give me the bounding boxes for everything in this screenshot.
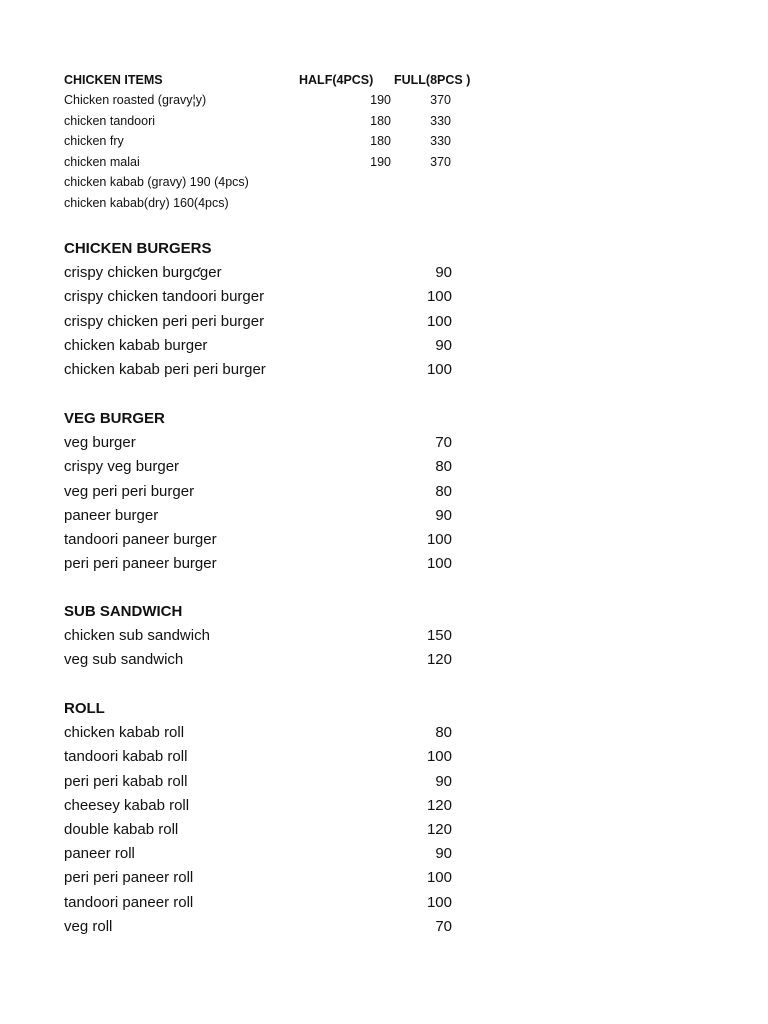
- menu-item-price: 120: [426, 796, 452, 814]
- menu-item-name: paneer burger: [64, 506, 159, 524]
- menu-item-price: 100: [426, 555, 452, 573]
- menu-item-name: double kabab roll: [64, 821, 179, 838]
- menu-item-name: peri peri paneer burger: [64, 555, 217, 573]
- menu-item-name: chicken kabab burger: [64, 336, 208, 354]
- menu-item-price: 90: [435, 772, 452, 790]
- chicken-item-name: chicken malai: [64, 154, 140, 169]
- chicken-item-half-price: 190: [370, 154, 391, 169]
- half-column-heading: HALF(4PCS): [299, 73, 374, 87]
- menu-item-price: 100: [426, 288, 452, 306]
- menu-item-price: 90: [435, 506, 452, 524]
- section-heading: SUB SANDWICH: [64, 603, 183, 620]
- menu-item-price: 120: [426, 821, 452, 838]
- menu-item-name: crispy chicken tandoori burger: [64, 288, 265, 306]
- menu-item-name: veg burger: [64, 434, 136, 452]
- menu-item-name: peri peri kabab roll: [64, 772, 188, 790]
- menu-item-price: 90: [435, 336, 452, 354]
- menu-item-name: paneer roll: [64, 845, 135, 863]
- chicken-item-name: Chicken roasted (gravy¦y): [64, 93, 207, 107]
- chicken-item-full-price: 370: [430, 93, 451, 107]
- menu-item-name: peri peri paneer roll: [64, 869, 194, 887]
- menu-item-name: veg roll: [64, 917, 113, 935]
- menu-item-price: 100: [426, 893, 452, 911]
- menu-item-price: 100: [426, 361, 452, 378]
- chicken-item-full-price: 330: [430, 113, 451, 128]
- chicken-item-half-price: 180: [370, 134, 391, 148]
- chicken-item-full-price: 330: [430, 134, 451, 148]
- menu-item-price: 80: [435, 458, 452, 476]
- chicken-item-name: chicken fry: [64, 134, 124, 148]
- menu-item-price: 90: [435, 264, 452, 282]
- menu-item-name: veg sub sandwich: [64, 651, 184, 669]
- menu-item-price: 120: [426, 651, 452, 669]
- menu-item-price: 100: [426, 869, 452, 887]
- menu-item-price: 70: [435, 434, 452, 452]
- menu-item-price: 80: [435, 482, 452, 500]
- section-heading: ROLL: [64, 700, 105, 717]
- chicken-items-heading: CHICKEN ITEMS: [64, 73, 163, 87]
- chicken-item-name: chicken tandoori: [64, 113, 156, 128]
- menu-item-name: tandoori paneer burger: [64, 531, 217, 548]
- menu-item-name: chicken kabab roll: [64, 724, 185, 742]
- menu-item-price: 100: [426, 312, 452, 330]
- menu-item-name: tandoori kabab roll: [64, 748, 188, 766]
- menu-item-price: 100: [426, 531, 452, 548]
- menu-item-name: crispy chicken peri peri burger: [64, 312, 265, 330]
- chicken-item-half-price: 180: [370, 113, 391, 128]
- menu-item-name: chicken kabab peri peri burger: [64, 361, 266, 378]
- menu-item-price: 70: [435, 917, 452, 935]
- section-heading: VEG BURGER: [64, 410, 165, 427]
- menu-item-name: tandoori paneer roll: [64, 893, 194, 911]
- menu-item-price: 100: [426, 748, 452, 766]
- menu-item-price: 150: [426, 627, 452, 645]
- menu-item-name: crispy veg burger: [64, 458, 180, 476]
- menu-item-price: 80: [435, 724, 452, 742]
- menu-item-name: veg peri peri burger: [64, 482, 195, 500]
- chicken-item-full-price: 370: [430, 154, 451, 169]
- chicken-item-name: chicken kabab(dry) 160(4pcs): [64, 195, 229, 210]
- full-column-heading: FULL(8PCS ): [394, 73, 471, 87]
- menu-item-price: 90: [435, 845, 452, 863]
- section-heading: CHICKEN BURGERS: [64, 240, 212, 257]
- menu-item-name: chicken sub sandwich: [64, 627, 210, 645]
- chicken-item-name: chicken kabab (gravy) 190 (4pcs): [64, 175, 249, 189]
- menu-item-name: crispy chicken burgƈger: [64, 264, 222, 282]
- chicken-item-half-price: 190: [370, 93, 391, 107]
- menu-item-name: cheesey kabab roll: [64, 796, 190, 814]
